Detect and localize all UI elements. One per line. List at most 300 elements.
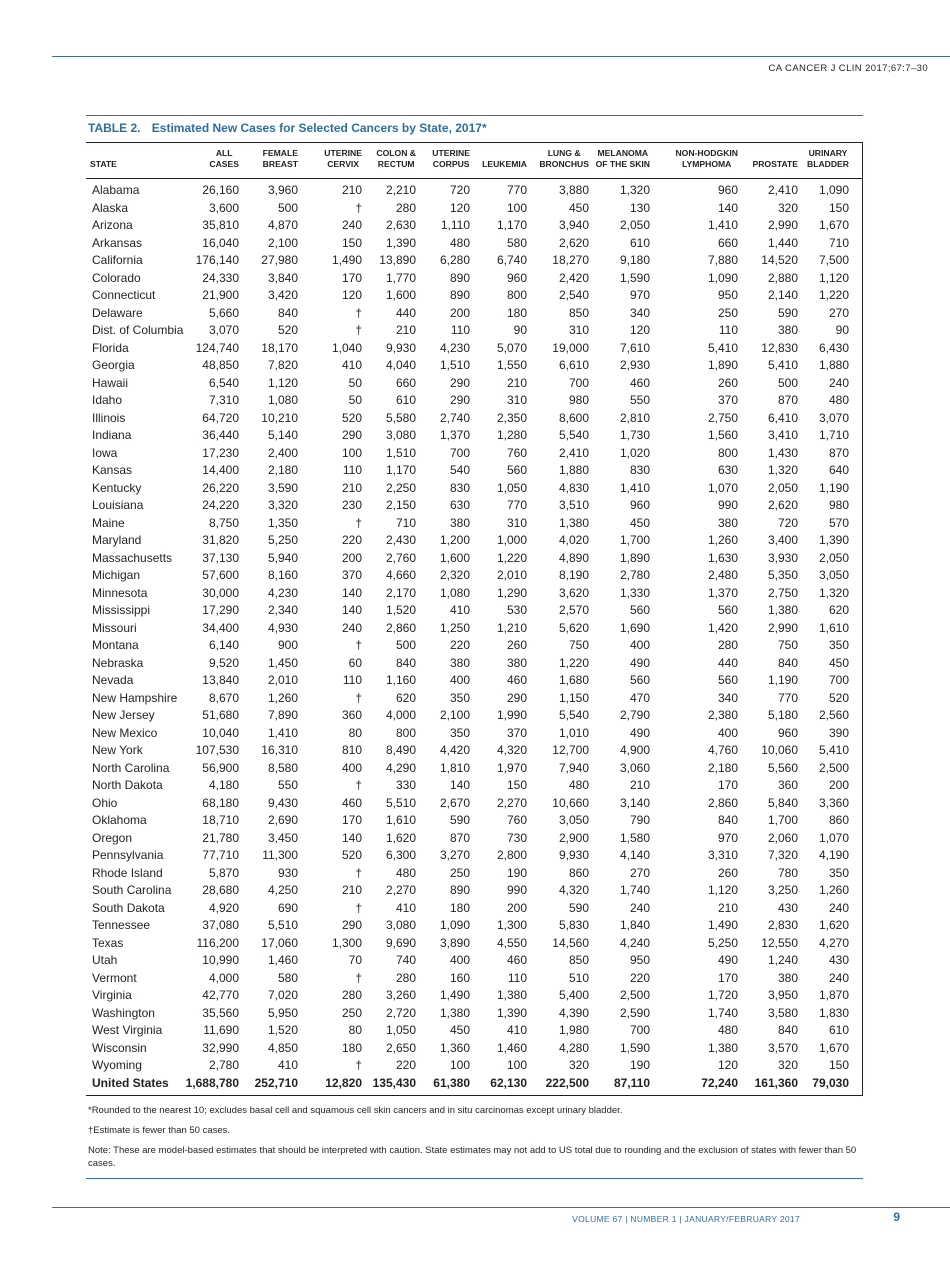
value-cell: 150 [341, 235, 362, 250]
value-cell: 90 [835, 323, 849, 337]
value-cell: 370 [717, 393, 738, 407]
value-cell: 5,400 [558, 988, 589, 1002]
table-row [86, 655, 863, 673]
value-cell: † [355, 970, 362, 985]
value-cell: 3,400 [767, 533, 798, 547]
value-cell: 2,380 [707, 708, 738, 722]
value-cell: 4,760 [707, 743, 738, 757]
value-cell: 980 [568, 393, 589, 407]
value-cell: 560 [629, 603, 650, 617]
value-cell: 4,660 [385, 568, 416, 582]
value-cell: 770 [506, 183, 527, 197]
table-row [86, 1022, 863, 1040]
value-cell: 870 [828, 445, 849, 460]
column-header-line1: FEMALE [262, 148, 298, 158]
value-cell: 5,540 [558, 708, 589, 722]
value-cell: 2,400 [267, 445, 298, 460]
value-cell: 310 [506, 515, 527, 530]
value-cell: 5,560 [767, 760, 798, 775]
value-cell: 110 [507, 970, 527, 985]
value-cell: 72,240 [701, 1075, 738, 1090]
value-cell: 830 [449, 480, 470, 495]
value-cell: 1,260 [267, 690, 298, 705]
state-cell: Tennessee [92, 918, 151, 932]
state-cell: New Hampshire [92, 690, 178, 705]
column-header-line2: OF THE SKIN [595, 159, 650, 169]
table-row [86, 882, 863, 900]
column-header [432, 148, 470, 170]
value-cell: 100 [506, 1058, 527, 1072]
value-cell: 150 [828, 1058, 849, 1072]
value-cell: 1,610 [385, 813, 416, 827]
value-cell: 36,440 [202, 428, 239, 442]
value-cell: 1,880 [558, 463, 589, 477]
value-cell: 1,080 [267, 393, 298, 407]
value-cell: 310 [568, 323, 589, 337]
table-row [86, 970, 863, 988]
value-cell: 7,500 [818, 253, 849, 267]
footnote-note: Note: These are model-based estimates that should be interpreted with caution. State estimates may not add to US total due to rounding and the exclusion of states with fewer than 50 cases. [88, 1145, 857, 1169]
value-cell: 2,100 [439, 708, 470, 722]
table-row [86, 900, 863, 918]
value-cell: † [355, 1058, 362, 1072]
state-cell: Alabama [92, 183, 140, 197]
caption-rule [86, 142, 863, 143]
value-cell: 2,990 [767, 620, 798, 635]
value-cell: 2,810 [619, 410, 650, 425]
state-cell: Maine [92, 515, 125, 530]
value-cell: 320 [568, 1058, 589, 1072]
value-cell: 860 [568, 865, 589, 880]
column-header [539, 148, 589, 170]
value-cell: 260 [506, 638, 527, 652]
column-header [596, 148, 650, 170]
value-cell: 3,270 [439, 848, 470, 862]
value-cell: 500 [395, 638, 416, 652]
value-cell: 1,280 [496, 428, 527, 442]
table-body [86, 182, 863, 1092]
value-cell: † [355, 690, 362, 705]
value-cell: 110 [342, 463, 362, 477]
value-cell: 1,170 [385, 463, 416, 477]
value-cell: 970 [717, 830, 738, 845]
value-cell: 480 [395, 865, 416, 880]
column-header [263, 148, 298, 170]
value-cell: 3,450 [267, 830, 298, 845]
state-cell: Indiana [92, 428, 132, 442]
value-cell: 1,220 [558, 655, 589, 670]
value-cell: 250 [341, 1005, 362, 1020]
value-cell: 7,310 [208, 393, 239, 407]
value-cell: † [355, 865, 362, 880]
value-cell: 100 [341, 445, 362, 460]
value-cell: 1,970 [496, 760, 527, 775]
value-cell: 2,500 [619, 988, 650, 1002]
value-cell: 210 [341, 183, 362, 197]
value-cell: 1,770 [385, 270, 416, 285]
value-cell: 120 [341, 288, 362, 302]
value-cell: 280 [341, 988, 362, 1002]
value-cell: 340 [629, 305, 650, 320]
value-cell: 320 [777, 200, 798, 215]
value-cell: † [355, 200, 362, 215]
value-cell: 290 [506, 690, 527, 705]
value-cell: 61,380 [433, 1075, 470, 1090]
value-cell: 610 [629, 235, 650, 250]
column-header-line1: UTERINE [432, 148, 470, 158]
value-cell: 5,940 [267, 550, 298, 565]
value-cell: 1,370 [439, 428, 470, 442]
value-cell: 1,190 [818, 480, 849, 495]
column-header [482, 148, 527, 170]
value-cell: 200 [828, 778, 849, 792]
value-cell: 10,210 [261, 410, 298, 425]
table-row [86, 287, 863, 305]
value-cell: 700 [568, 375, 589, 390]
table-row [86, 707, 863, 725]
value-cell: 960 [717, 183, 738, 197]
table-label: TABLE 2. [88, 121, 141, 135]
value-cell: 380 [449, 655, 470, 670]
value-cell: 24,220 [202, 498, 239, 512]
value-cell: 18,710 [202, 813, 239, 827]
value-cell: 7,820 [267, 358, 298, 372]
value-cell: 520 [828, 690, 849, 705]
value-cell: 750 [777, 638, 798, 652]
table-row [86, 690, 863, 708]
value-cell: 2,790 [619, 708, 650, 722]
state-cell: Vermont [92, 970, 137, 985]
value-cell: 710 [395, 515, 416, 530]
value-cell: 350 [828, 865, 849, 880]
state-cell: Rhode Island [92, 865, 163, 880]
footnote-rule [86, 1178, 863, 1179]
value-cell: 1,730 [619, 428, 650, 442]
value-cell: 37,130 [202, 550, 239, 565]
value-cell: 1,670 [818, 218, 849, 232]
value-cell: 1,380 [558, 515, 589, 530]
value-cell: 5,510 [267, 918, 298, 932]
state-cell: Missouri [92, 620, 137, 635]
state-cell: Virginia [92, 988, 132, 1002]
value-cell: 240 [341, 620, 362, 635]
state-cell: Louisiana [92, 498, 144, 512]
value-cell: 390 [828, 725, 849, 740]
column-header-line2: CERVIX [327, 159, 360, 169]
table-header [86, 145, 863, 175]
value-cell: 720 [777, 515, 798, 530]
value-cell: 32,990 [202, 1040, 239, 1055]
value-cell: 24,330 [202, 270, 239, 285]
value-cell: 6,410 [767, 410, 798, 425]
value-cell: 3,940 [558, 218, 589, 232]
value-cell: 2,740 [439, 410, 470, 425]
value-cell: 50 [348, 375, 362, 390]
value-cell: 1,390 [385, 235, 416, 250]
value-cell: 780 [777, 865, 798, 880]
value-cell: 840 [395, 655, 416, 670]
value-cell: 1,410 [619, 480, 650, 495]
value-cell: 2,430 [385, 533, 416, 547]
value-cell: 3,360 [818, 795, 849, 810]
value-cell: 1,110 [440, 218, 470, 232]
table-row [86, 445, 863, 463]
value-cell: 1,370 [707, 585, 738, 600]
state-cell: Florida [92, 340, 129, 355]
value-cell: 1,050 [385, 1023, 416, 1037]
value-cell: 2,180 [707, 760, 738, 775]
value-cell: 1,120 [267, 375, 298, 390]
value-cell: 4,270 [818, 935, 849, 950]
value-cell: 3,950 [767, 988, 798, 1002]
state-cell: South Dakota [92, 900, 165, 915]
value-cell: 450 [449, 1023, 470, 1037]
value-cell: 4,830 [558, 480, 589, 495]
value-cell: 850 [568, 953, 589, 967]
value-cell: 150 [506, 778, 527, 792]
table-row [86, 427, 863, 445]
value-cell: 110 [718, 323, 738, 337]
value-cell: 12,830 [761, 340, 798, 355]
value-cell: 690 [277, 900, 298, 915]
value-cell: 2,410 [767, 183, 798, 197]
value-cell: 1,680 [558, 673, 589, 687]
state-cell: Pennsylvania [92, 848, 164, 862]
value-cell: 1,880 [818, 358, 849, 372]
value-cell: 4,140 [619, 848, 650, 862]
table-row [86, 550, 863, 568]
state-cell: New York [92, 743, 143, 757]
value-cell: 2,720 [385, 1005, 416, 1020]
value-cell: 440 [717, 655, 738, 670]
value-cell: 110 [342, 673, 362, 687]
value-cell: 4,230 [267, 585, 298, 600]
value-cell: 500 [277, 200, 298, 215]
value-cell: 350 [828, 638, 849, 652]
column-header [752, 148, 798, 170]
value-cell: 1,430 [767, 445, 798, 460]
value-cell: 1,120 [818, 270, 849, 285]
value-cell: 430 [828, 953, 849, 967]
value-cell: 7,020 [267, 988, 298, 1002]
value-cell: 870 [777, 393, 798, 407]
table-row [86, 322, 863, 340]
value-cell: 5,580 [385, 410, 416, 425]
value-cell: 140 [341, 585, 362, 600]
value-cell: 1,090 [818, 183, 849, 197]
value-cell: 550 [277, 778, 298, 792]
value-cell: 260 [717, 865, 738, 880]
value-cell: 30,000 [202, 585, 239, 600]
value-cell: 1,220 [496, 550, 527, 565]
value-cell: 800 [395, 725, 416, 740]
value-cell: 8,670 [208, 690, 239, 705]
value-cell: 1,210 [496, 620, 527, 635]
value-cell: 2,050 [619, 218, 650, 232]
value-cell: 240 [341, 218, 362, 232]
value-cell: 252,710 [254, 1075, 298, 1090]
table-row [86, 585, 863, 603]
value-cell: 210 [629, 778, 650, 792]
value-cell: 960 [777, 725, 798, 740]
value-cell: 430 [777, 900, 798, 915]
value-cell: 124,740 [195, 340, 239, 355]
value-cell: 3,080 [385, 918, 416, 932]
value-cell: 480 [568, 778, 589, 792]
value-cell: 4,240 [619, 935, 650, 950]
table-bottom-rule [86, 1095, 863, 1096]
column-header-line1: URINARY [808, 148, 848, 158]
value-cell: 700 [449, 445, 470, 460]
value-cell: 410 [395, 900, 416, 915]
value-cell: 380 [777, 970, 798, 985]
value-cell: 3,570 [767, 1040, 798, 1055]
state-cell: Nebraska [92, 655, 144, 670]
value-cell: 1,390 [496, 1005, 527, 1020]
value-cell: 70 [348, 953, 362, 967]
value-cell: 270 [629, 865, 650, 880]
value-cell: 460 [506, 953, 527, 967]
state-cell: North Carolina [92, 760, 170, 775]
value-cell: 210 [341, 883, 362, 897]
value-cell: 1,620 [818, 918, 849, 932]
state-cell: Arizona [92, 218, 133, 232]
value-cell: 6,300 [385, 848, 416, 862]
value-cell: 26,160 [202, 183, 239, 197]
column-header-line2: LEUKEMIA [482, 159, 527, 169]
value-cell: 930 [277, 865, 298, 880]
value-cell: 240 [629, 900, 650, 915]
value-cell: 1,320 [818, 585, 849, 600]
value-cell: 12,700 [552, 743, 589, 757]
value-cell: 1,450 [267, 655, 298, 670]
value-cell: 11,300 [262, 848, 298, 862]
value-cell: 7,890 [267, 708, 298, 722]
state-cell: Wisconsin [92, 1040, 147, 1055]
value-cell: 4,900 [619, 743, 650, 757]
value-cell: 1,600 [439, 550, 470, 565]
value-cell: 150 [828, 200, 849, 215]
value-cell: 620 [395, 690, 416, 705]
table-row [86, 1057, 863, 1075]
value-cell: 12,550 [761, 935, 798, 950]
value-cell: 530 [506, 603, 527, 617]
value-cell: 960 [506, 270, 527, 285]
value-cell: 890 [449, 270, 470, 285]
table-row [86, 620, 863, 638]
value-cell: 2,270 [496, 795, 527, 810]
value-cell: 620 [828, 603, 849, 617]
value-cell: 2,340 [267, 603, 298, 617]
value-cell: 116,200 [196, 935, 239, 950]
value-cell: 1,890 [619, 550, 650, 565]
value-cell: 8,580 [267, 760, 298, 775]
value-cell: 200 [506, 900, 527, 915]
value-cell: 340 [717, 690, 738, 705]
column-header-line1 [90, 148, 117, 159]
value-cell: 1,240 [767, 953, 798, 967]
value-cell: 5,410 [707, 340, 738, 355]
value-cell: 280 [717, 638, 738, 652]
journal-header: CA CANCER J CLIN 2017;67:7–30 [768, 63, 928, 74]
value-cell: 970 [629, 288, 650, 302]
value-cell: 2,630 [385, 218, 416, 232]
value-cell: 4,320 [558, 883, 589, 897]
value-cell: 10,990 [202, 953, 239, 967]
value-cell: 590 [568, 900, 589, 915]
value-cell: 34,400 [202, 620, 239, 635]
value-cell: 2,170 [385, 585, 416, 600]
value-cell: 240 [828, 970, 849, 985]
state-cell: Delaware [92, 305, 143, 320]
value-cell: 2,560 [818, 708, 849, 722]
value-cell: 4,020 [558, 533, 589, 547]
value-cell: 850 [568, 305, 589, 320]
value-cell: 6,540 [208, 375, 239, 390]
value-cell: 3,080 [385, 428, 416, 442]
value-cell: 1,010 [558, 725, 589, 740]
value-cell: 1,250 [439, 620, 470, 635]
value-cell: 800 [717, 445, 738, 460]
value-cell: 2,990 [767, 218, 798, 232]
value-cell: 560 [629, 673, 650, 687]
value-cell: 500 [777, 375, 798, 390]
value-cell: 5,180 [767, 708, 798, 722]
value-cell: 490 [629, 725, 650, 740]
state-cell: California [92, 253, 143, 267]
value-cell: 6,740 [496, 253, 527, 267]
value-cell: 210 [717, 900, 738, 915]
value-cell: 3,960 [267, 183, 298, 197]
state-cell: Mississippi [92, 603, 151, 617]
value-cell: 1,590 [619, 1040, 650, 1055]
value-cell: 380 [717, 515, 738, 530]
value-cell: 2,880 [767, 270, 798, 285]
value-cell: † [355, 638, 362, 652]
value-cell: 1,410 [707, 218, 738, 232]
value-cell: 140 [449, 778, 470, 792]
value-cell: 7,940 [558, 760, 589, 775]
value-cell: 10,060 [761, 743, 798, 757]
value-cell: 90 [513, 323, 527, 337]
value-cell: 220 [629, 970, 650, 985]
value-cell: 1,980 [558, 1023, 589, 1037]
value-cell: 4,000 [385, 708, 416, 722]
value-cell: 210 [506, 375, 527, 390]
value-cell: 990 [717, 498, 738, 512]
value-cell: 5,830 [558, 918, 589, 932]
value-cell: 110 [450, 323, 470, 337]
value-cell: 520 [341, 848, 362, 862]
value-cell: 62,130 [490, 1075, 527, 1090]
state-cell: Massachusetts [92, 550, 173, 565]
value-cell: 1,840 [619, 918, 650, 932]
state-cell: Oklahoma [92, 813, 147, 827]
value-cell: 2,250 [385, 480, 416, 495]
value-cell: † [355, 305, 362, 320]
value-cell: 1,460 [496, 1040, 527, 1055]
value-cell: 1,000 [496, 533, 527, 547]
value-cell: 160 [449, 970, 470, 985]
value-cell: 3,060 [619, 760, 650, 775]
value-cell: 1,120 [707, 883, 738, 897]
value-cell: 1,070 [707, 480, 738, 495]
value-cell: † [355, 778, 362, 792]
value-cell: 470 [629, 690, 650, 705]
value-cell: 87,110 [613, 1075, 650, 1090]
value-cell: 760 [506, 445, 527, 460]
value-cell: 450 [629, 515, 650, 530]
